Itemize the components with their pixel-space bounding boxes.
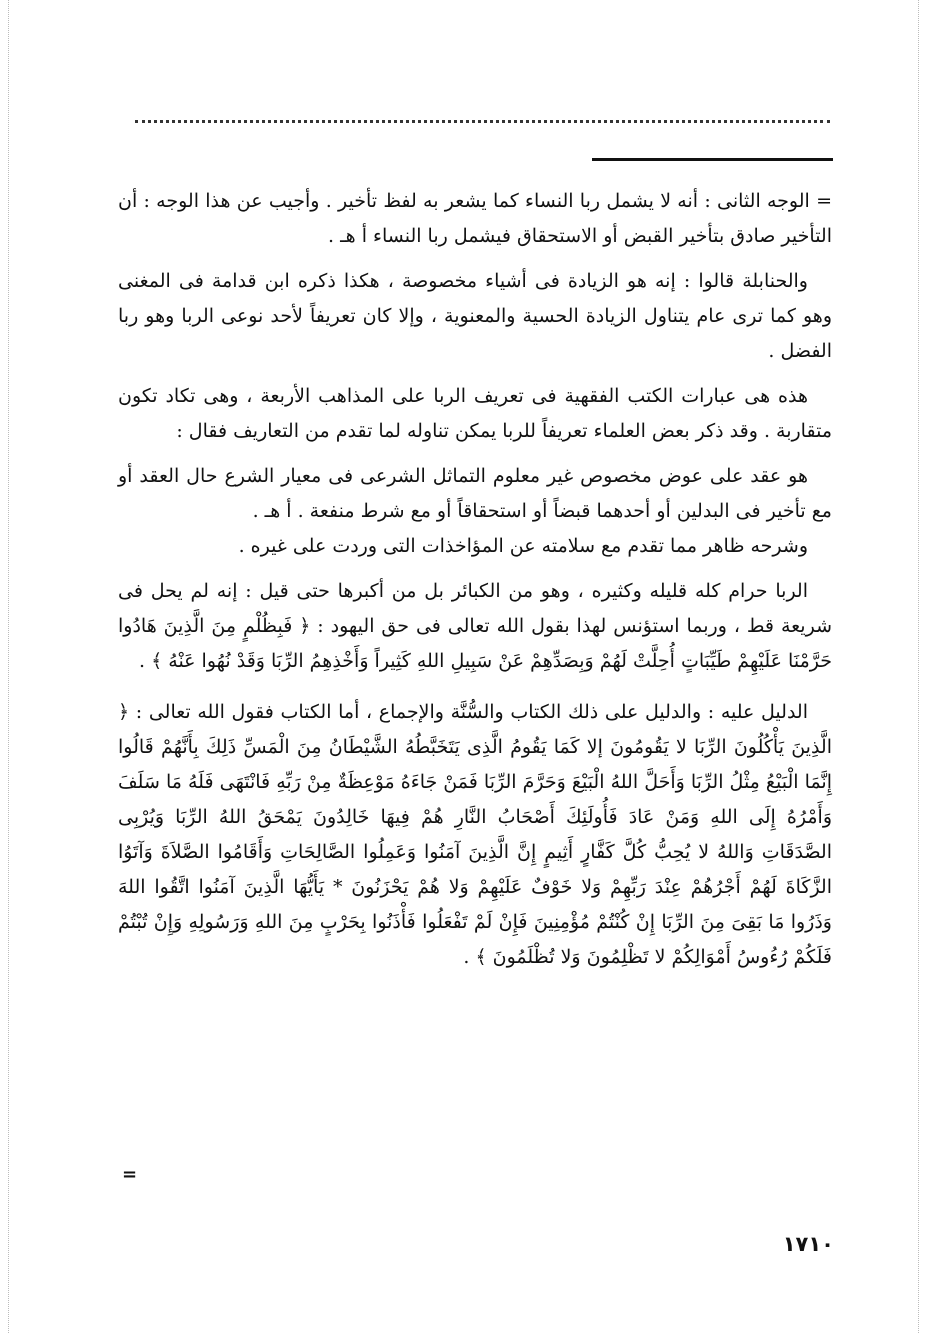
- page-number: ١٧١٠: [782, 1232, 834, 1256]
- paragraph-hanbali: والحنابلة قالوا : إنه هو الزيادة فى أشياء مخصوصة ، هكذا ذكره ابن قدامة فى المغنى وهو كما ترى عام يتناول الزيادة الحسية والمعنوية ، وإلا كان تعريفاً لأحد نوعى الربا وهو ربا الفضل .: [118, 270, 832, 362]
- paragraph-evidence: الدليل عليه : والدليل على ذلك الكتاب والسُّنَّة والإجماع ، أما الكتاب فقول الله تعالى : ﴿ الَّذِينَ يَأْكُلُونَ الرِّبَا لا يَقُومُونَ إلا كَمَا يَقُومُ الَّذِى يَتَخَبَّطُهُ الشَّيْطَانُ مِنَ الْمَسِّ ذَلِكَ بِأَنَّهُمْ قَالُوا إِنَّمَا الْبَيْعُ مِثْلُ الرِّبَا وَأَحَلَّ اللهُ الْبَيْعَ وَحَرَّمَ الرِّبَا فَمَنْ جَاءَهُ مَوْعِظَةٌ مِنْ رَبِّهِ فَانْتَهَى فَلَهُ مَا سَلَفَ وَأَمْرُهُ إِلَى اللهِ وَمَنْ عَادَ فَأُولَئِكَ أَصْحَابُ النَّارِ هُمْ فِيهَا خَالِدُونَ يَمْحَقُ اللهُ الرِّبَا وَيُرْبِى الصَّدَقَاتِ وَاللهُ لا يُحِبُّ كُلَّ كَفَّارٍ أَثِيمٍ إِنَّ الَّذِينَ آمَنُوا وَعَمِلُوا الصَّالِحَاتِ وَأَقَامُوا الصَّلاَةَ وَآتَوُا الزَّكَاةَ لَهُمْ أَجْرُهُمْ عِنْدَ رَبِّهِمْ وَلا خَوْفٌ عَلَيْهِمْ وَلا هُمْ يَحْزَنُونَ * يَأَيُّهَا الَّذِينَ آمَنُوا اتَّقُوا اللهَ وَذَرُوا مَا بَقِىَ مِنَ الرِّبَا إِنْ كُنْتُمْ مُؤْمِنِينَ فَإِنْ لَمْ تَفْعَلُوا فَأْذَنُوا بِحَرْبٍ مِنَ اللهِ وَرَسُولِهِ وَإِنْ تُبْتُمْ فَلَكُمْ رُءُوسُ أَمْوَالِكُمْ لا تَظْلِمُونَ وَلا تُظْلَمُونَ ﴾ .: [118, 701, 832, 968]
- scan-edge-left: [8, 0, 9, 1333]
- paragraph-definition: هو عقد على عوض مخصوص غير معلوم التماثل الشرعى فى معيار الشرع حال العقد أو مع تأخير فى البدلين أو أحدهما قبضاً أو استحقاقاً أو مع شرط منفعة . أ هـ .: [118, 465, 832, 522]
- scan-edge-right: [918, 0, 919, 1333]
- continuation-mark: =: [122, 1164, 138, 1185]
- footnote-separator-rule: [592, 158, 833, 161]
- paragraph-explanation: وشرحه ظاهر مما تقدم مع سلامته عن المؤاخذات التى وردت على غيره .: [238, 535, 808, 557]
- paragraph-ruling: الربا حرام كله قليله وكثيره ، وهو من الكبائر بل من أكبرها حتى قيل : إنه لم يحل فى شريعة قط ، وربما استؤنس لهذا بقول الله تعالى فى حق اليهود : ﴿ فَبِظُلْمٍ مِنَ الَّذِينَ هَادُوا حَرَّمْنَا عَلَيْهِمْ طَيِّبَاتٍ أُحِلَّتْ لَهُمْ وَبِصَدِّهِمْ عَنْ سَبِيلِ اللهِ كَثِيراً وَأَخْذِهِمُ الرِّبَا وَقَدْ نُهُوا عَنْهُ ﴾ .: [118, 580, 832, 672]
- page-body: [118, 184, 832, 975]
- paragraph-continuation: = الوجه الثانى : أنه لا يشمل ربا النساء كما يشعر به لفظ تأخير . وأجيب عن هذا الوجه : أن التأخير صادق بتأخير القبض أو الاستحقاق فيشمل ربا النساء أ هـ .: [118, 190, 832, 247]
- paragraph-madhahib: هذه هى عبارات الكتب الفقهية فى تعريف الربا على المذاهب الأربعة ، وهى تكاد تكون متقاربة . وقد ذكر بعض العلماء تعريفاً للربا يمكن تناوله لما تقدم من التعاريف فقال :: [118, 385, 832, 442]
- header-dotted-rule: [135, 120, 830, 123]
